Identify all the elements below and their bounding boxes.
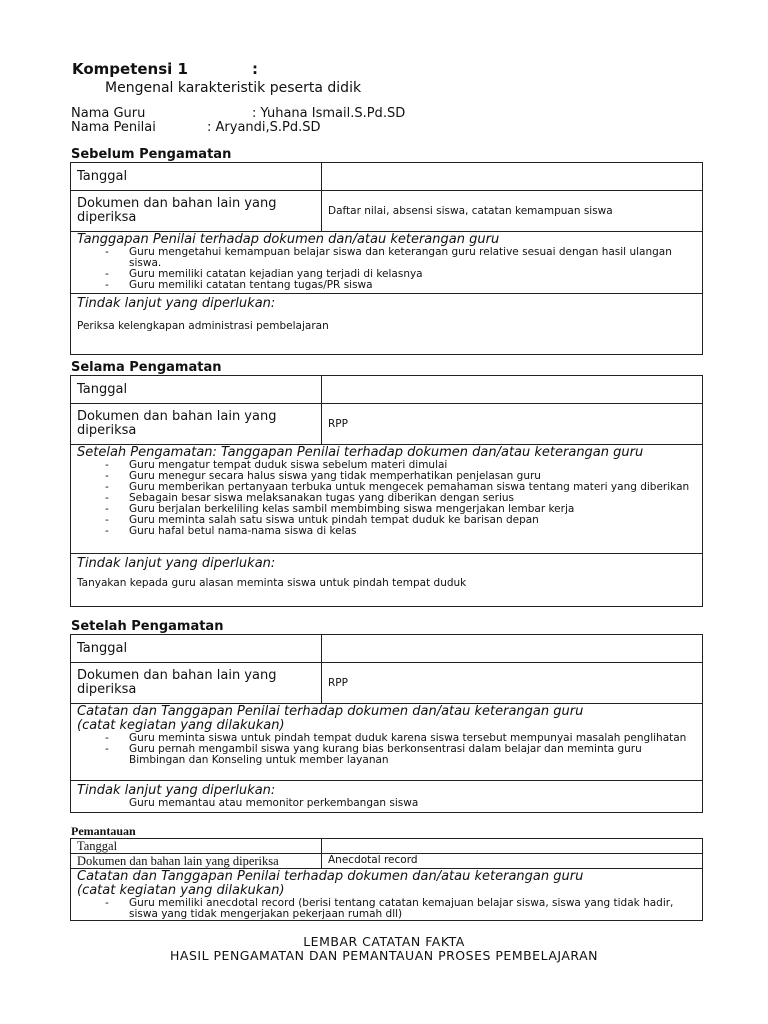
list-item: - Guru memiliki catatan tentang tugas/PR siswa (99, 280, 696, 291)
table-row (71, 191, 703, 232)
competency-title (72, 60, 258, 78)
list-item: - Sebagain besar siswa melaksanakan tugas yang diberikan dengan serius (99, 493, 696, 504)
followup-cell (71, 294, 703, 355)
documents-label: Dokumen dan bahan lain yang diperiksa (71, 663, 322, 704)
documents-value: RPP (322, 663, 703, 704)
teacher-name-label: Nama Guru (71, 106, 146, 121)
date-value (322, 376, 703, 404)
table-row (71, 232, 703, 294)
response-list (77, 460, 696, 537)
table-row (71, 554, 703, 607)
table-row (71, 376, 703, 404)
section-heading-monitoring: Pemantauan (71, 824, 136, 838)
list-item: - Guru mengetahui kemampuan belajar siswa dan keterangan guru relative sesuai dengan hasil ulangan siswa. (99, 247, 696, 269)
table-row (71, 163, 703, 191)
response-list (77, 247, 696, 291)
date-value (322, 839, 703, 854)
documents-value: Anecdotal record (322, 854, 703, 869)
list-item: - Guru menegur secara halus siswa yang tidak memperhatikan penjelasan guru (99, 471, 696, 482)
table-row (71, 781, 703, 813)
table-row (71, 663, 703, 704)
documents-value: Daftar nilai, absensi siswa, catatan kemampuan siswa (322, 191, 703, 232)
table-before-observation (70, 162, 703, 355)
footer-line-2: HASIL PENGAMATAN DAN PEMANTAUAN PROSES PEMBELAJARAN (170, 948, 598, 963)
followup-label: Tindak lanjut yang diperlukan: (77, 556, 276, 571)
documents-label: Dokumen dan bahan lain yang diperiksa (71, 854, 322, 869)
competency-title-text: Kompetensi 1 (72, 60, 188, 78)
competency-subtitle: Mengenal karakteristik peserta didik (105, 80, 362, 96)
table-row (71, 294, 703, 355)
list-item: - Guru memberikan pertanyaan terbuka untuk mengecek pemahaman siswa tentang materi yang diberikan (99, 482, 696, 493)
list-item: - Guru meminta salah satu siswa untuk pindah tempat duduk ke barisan depan (99, 515, 696, 526)
table-row (71, 704, 703, 781)
followup-cell (71, 781, 703, 813)
date-label: Tanggal (71, 376, 322, 404)
table-after-observation (70, 634, 703, 813)
assessor-name-value: : Aryandi,S.Pd.SD (207, 120, 321, 135)
date-label: Tanggal (71, 163, 322, 191)
followup-label: Tindak lanjut yang diperlukan: (77, 783, 276, 798)
notes-cell (71, 869, 703, 921)
list-item: - Guru berjalan berkeliling kelas sambil membimbing siswa mengerjakan lembar kerja (99, 504, 696, 515)
notes-sublabel: (catat kegiatan yang dilakukan) (77, 718, 285, 733)
table-row (71, 404, 703, 445)
followup-value: Tanyakan kepada guru alasan meminta siswa untuk pindah tempat duduk (77, 577, 467, 589)
list-item: - Guru memiliki catatan kejadian yang terjadi di kelasnya (99, 269, 696, 280)
teacher-name-value: : Yuhana Ismail.S.Pd.SD (252, 106, 406, 121)
notes-label: Catatan dan Tanggapan Penilai terhadap dokumen dan/atau keterangan guru (77, 704, 584, 719)
response-cell (71, 232, 703, 294)
table-row (71, 445, 703, 554)
section-heading-during: Selama Pengamatan (71, 360, 222, 375)
documents-label: Dokumen dan bahan lain yang diperiksa (71, 191, 322, 232)
notes-list (77, 898, 696, 920)
assessor-name-label: Nama Penilai (71, 120, 156, 135)
table-during-observation (70, 375, 703, 607)
list-item: - Guru meminta siswa untuk pindah tempat duduk karena siswa tersebut mempunyai masalah penglihatan (99, 733, 696, 744)
documents-label: Dokumen dan bahan lain yang diperiksa (71, 404, 322, 445)
notes-list (77, 733, 696, 766)
table-row (71, 839, 703, 854)
followup-cell (71, 554, 703, 607)
notes-label: Catatan dan Tanggapan Penilai terhadap dokumen dan/atau keterangan guru (77, 869, 584, 884)
list-item: - Guru hafal betul nama-nama siswa di kelas (99, 526, 696, 537)
list-item: - Guru pernah mengambil siswa yang kurang bias berkonsentrasi dalam belajar dan meminta guru Bimbingan dan Konseling untuk member layanan (99, 744, 696, 766)
table-row (71, 635, 703, 663)
section-heading-after: Setelah Pengamatan (71, 619, 224, 634)
table-row (71, 854, 703, 869)
response-label: Setelah Pengamatan: Tanggapan Penilai terhadap dokumen dan/atau keterangan guru (77, 445, 644, 460)
followup-value: Guru memantau atau memonitor perkembangan siswa (129, 797, 419, 809)
date-value (322, 635, 703, 663)
date-label: Tanggal (71, 839, 322, 854)
documents-value: RPP (322, 404, 703, 445)
notes-cell (71, 704, 703, 781)
table-row (71, 869, 703, 921)
table-monitoring (70, 838, 703, 921)
list-item: - Guru mengatur tempat duduk siswa sebelum materi dimulai (99, 460, 696, 471)
date-label: Tanggal (71, 635, 322, 663)
footer-line-1: LEMBAR CATATAN FAKTA (303, 934, 465, 949)
response-cell (71, 445, 703, 554)
response-label: Tanggapan Penilai terhadap dokumen dan/atau keterangan guru (77, 232, 500, 247)
followup-label: Tindak lanjut yang diperlukan: (77, 296, 276, 311)
notes-sublabel: (catat kegiatan yang dilakukan) (77, 883, 285, 898)
followup-value: Periksa kelengkapan administrasi pembelajaran (77, 320, 329, 332)
competency-title-colon: : (252, 60, 258, 78)
date-value (322, 163, 703, 191)
section-heading-before: Sebelum Pengamatan (71, 147, 232, 162)
list-item: - Guru memiliki anecdotal record (berisi tentang catatan kemajuan belajar siswa, siswa yang tidak hadir, siswa yang tidak mengerjakan pekerjaan rumah dll) (99, 898, 696, 920)
